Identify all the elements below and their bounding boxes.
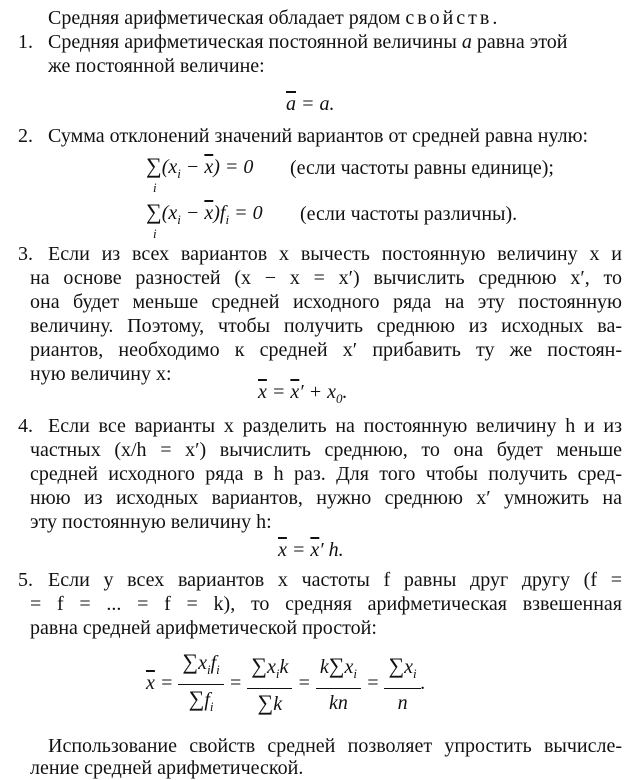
formula-5: $\overline{x}$ = $\frac{\sum x_if_i}{\sum f_i}$ = $\frac{\sum x_ik}{\sum k}$ = $\frac{k\sum x_i}{kn}$ = $\frac{\sum x_i}{n}$ .	[146, 650, 426, 719]
item-3-line: ную величину x:	[30, 363, 172, 385]
item-4-line: средней исходного ряда в h раз. Для того чтобы получить сред-	[30, 463, 622, 485]
formula-2a: $\sum(x_i - \overline{x}) = 0$	[146, 153, 254, 181]
conclusion-line-2: ление средней арифметической.	[30, 757, 304, 779]
item-3-line: Если из всех вариантов x вычесть постоянную величину x и	[48, 243, 622, 265]
item-3-line: величину. Поэтому, чтобы получить среднюю из исходных ва-	[30, 315, 622, 337]
sum-index-2b: i	[153, 226, 157, 241]
item-3-line: риантов, необходимо к средней x′ прибавить ту же постоян-	[30, 339, 622, 361]
item-2-line-1: Сумма отклонений значений вариантов от средней равна нулю:	[48, 125, 589, 147]
fraction: $\frac{\sum x_if_i}{\sum f_i}$	[178, 650, 223, 719]
item-4-line: Если все варианты x разделить на постоянную величину h и из	[48, 415, 622, 437]
item-4-line: нюю из исходных вариантов, нужно среднюю x′ умножить на	[30, 487, 622, 509]
var-a: а	[461, 31, 472, 53]
item-4-number: 4.	[18, 415, 33, 437]
item-4-line: эту постоянную величину h:	[30, 511, 272, 533]
item-1-number: 1.	[18, 31, 33, 53]
formula-2b-note: (если частоты различны).	[300, 203, 518, 225]
spaced-word: свойств.	[405, 7, 501, 29]
fraction: $\frac{k\sum x_i}{kn}$	[316, 654, 361, 715]
item-5-line: = f = ... = f = k), то средняя арифметическая взвешенная	[30, 593, 622, 615]
formula-2b: $\sum(x_i - \overline{x})f_i = 0$	[146, 199, 263, 227]
item-2-number: 2.	[18, 125, 33, 147]
formula-3: $\overline{x} = \overline{x}' + x_0$.	[258, 381, 348, 406]
fraction: $\frac{\sum x_i}{n}$	[384, 654, 420, 715]
fraction: $\frac{\sum x_ik}{\sum k}$	[247, 654, 292, 716]
item-3-line: на основе разностей (x − x = x′) вычислить среднюю x′, то	[30, 267, 622, 289]
formula-1: $\overline{a} = a$.	[286, 93, 335, 115]
formula-2a-note: (если частоты равны единице);	[290, 157, 554, 179]
item-3-number: 3.	[18, 243, 33, 265]
item-5-number: 5.	[18, 569, 33, 591]
sum-index-2a: i	[153, 180, 157, 195]
item-1-line-1: Средняя арифметическая постоянной величины а равна этой	[48, 31, 568, 53]
item-5-line: равна средней арифметической простой:	[30, 617, 377, 639]
intro-line: Средняя арифметическая обладает рядом свойств.	[48, 7, 501, 29]
item-4-line: частных (x/h = x′) вычислить среднюю, то она будет меньше	[30, 439, 622, 461]
item-1-line-2: же постоянной величине:	[48, 55, 265, 77]
item-5-line: Если у всех вариантов x частоты f равны друг другу (f =	[48, 569, 622, 591]
conclusion-line-1: Использование свойств средней позволяет упростить вычисле-	[48, 735, 622, 757]
item-3-line: она будет меньше средней исходного ряда на эту постоянную	[30, 291, 622, 313]
formula-4: $\overline{x} = \overline{x}'$ h.	[278, 539, 344, 561]
